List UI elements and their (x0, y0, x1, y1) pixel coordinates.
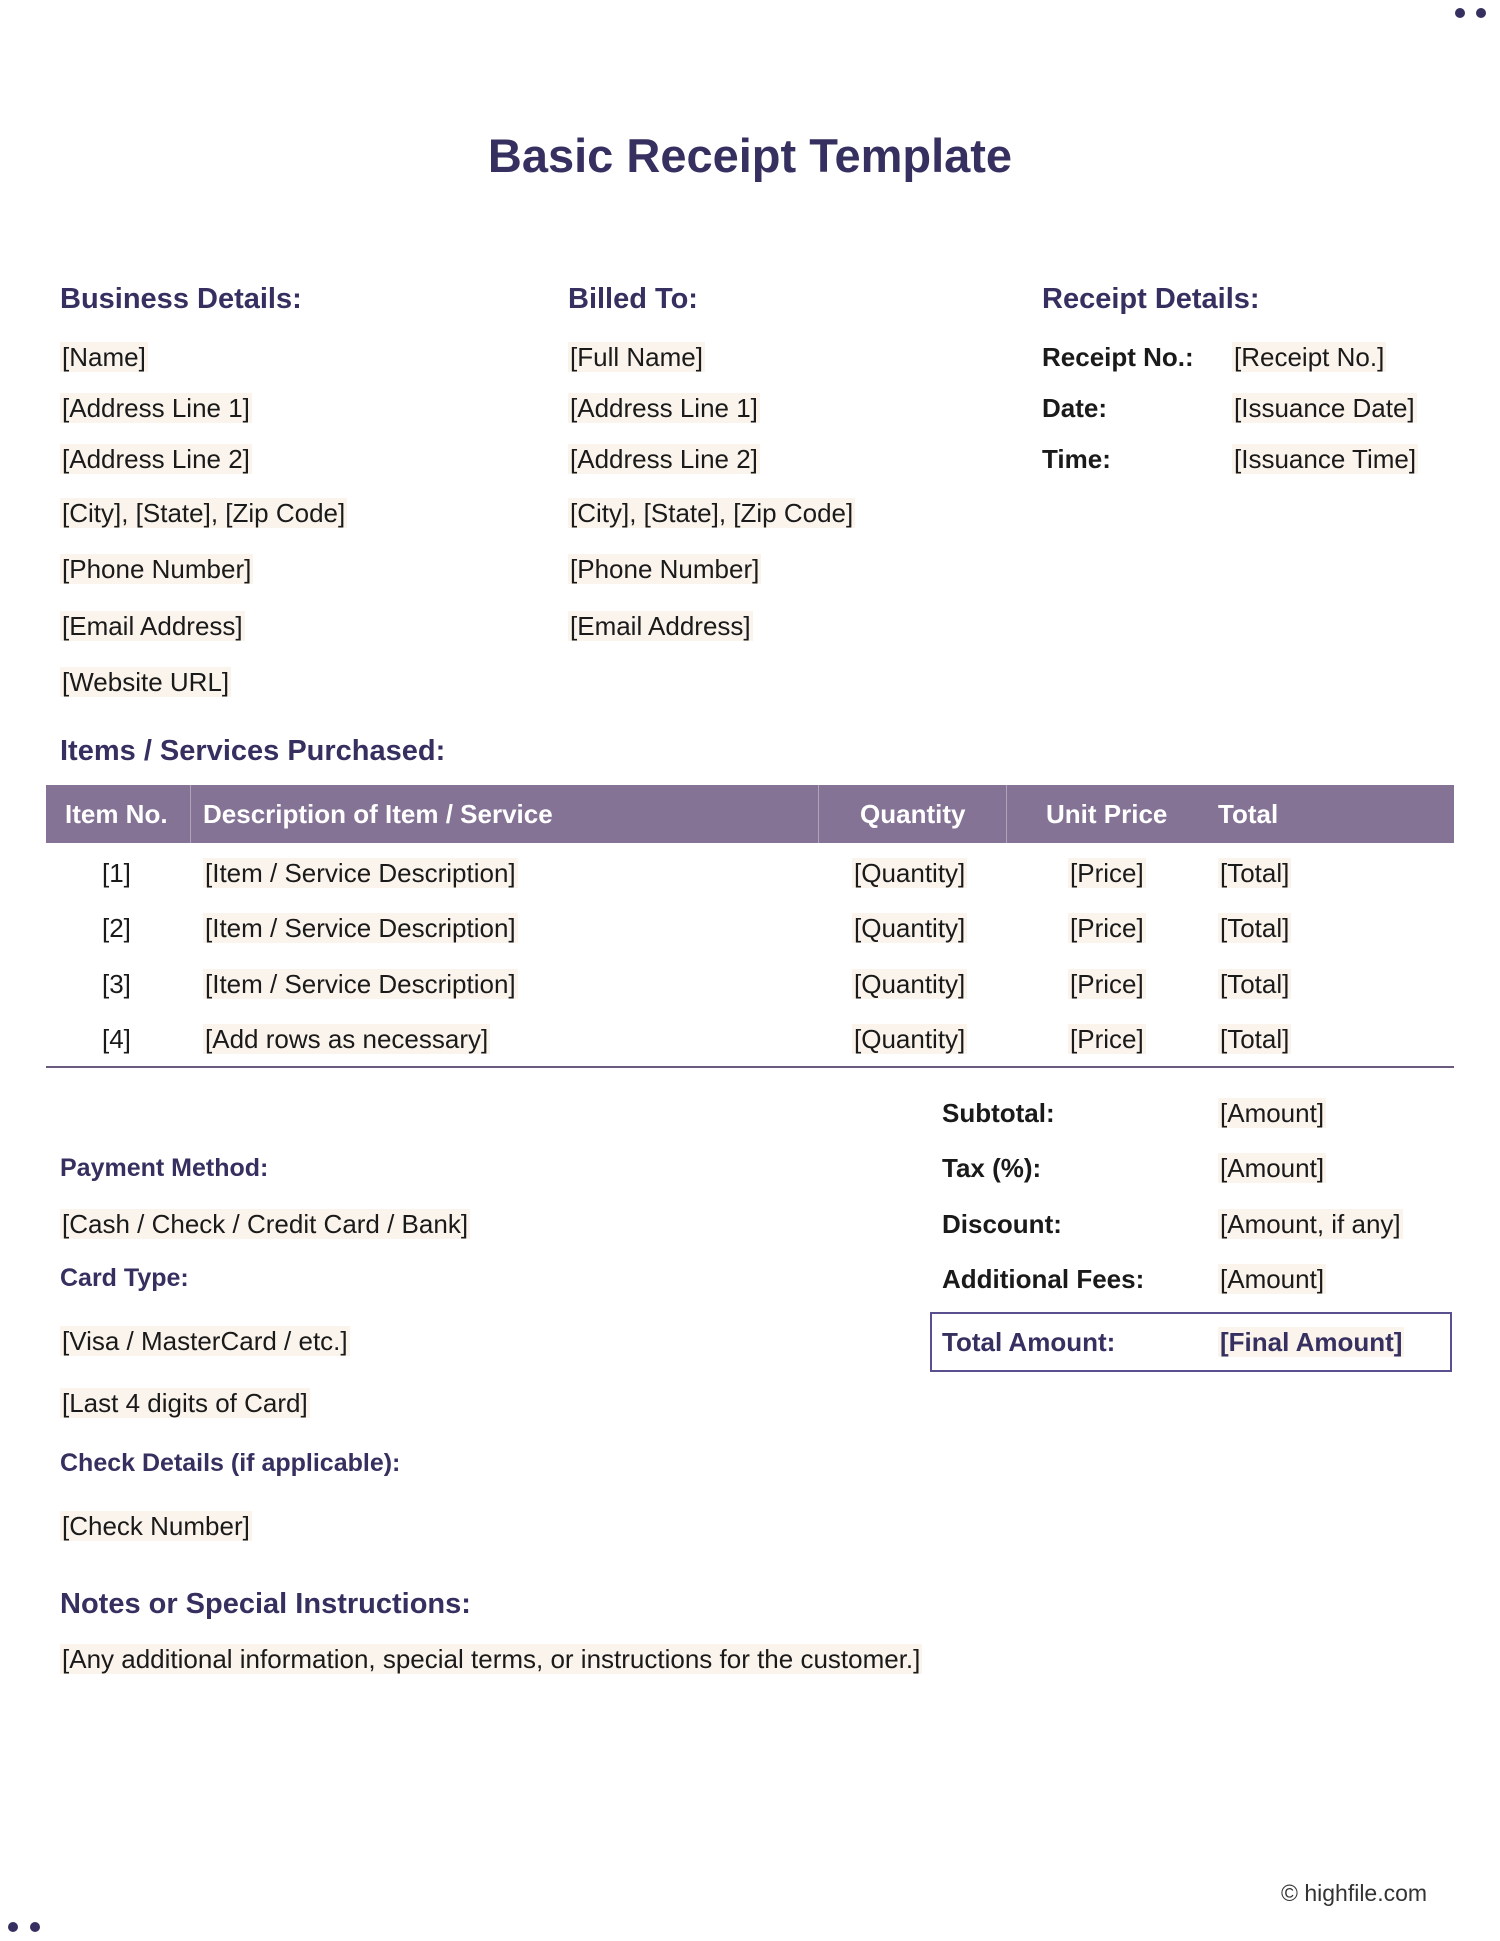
row-description[interactable]: [Add rows as necessary] (205, 1024, 489, 1054)
row-item-no: [2] (102, 913, 131, 943)
notes-text[interactable]: [Any additional information, special terms, or instructions for the customer.] (62, 1644, 921, 1674)
row-quantity[interactable]: [Quantity] (854, 858, 966, 888)
business-address-1[interactable]: [Address Line 1] (62, 393, 250, 423)
business-address-2[interactable]: [Address Line 2] (62, 444, 250, 474)
billed-heading: Billed To: (568, 283, 698, 315)
discount-label: Discount: (942, 1209, 1062, 1239)
billed-phone[interactable]: [Phone Number] (570, 554, 760, 584)
business-phone[interactable]: [Phone Number] (62, 554, 252, 584)
row-quantity[interactable]: [Quantity] (854, 969, 966, 999)
row-item-no: [1] (102, 858, 131, 888)
col-total: Total (1218, 799, 1279, 829)
total-amount-value[interactable]: [Final Amount] (1220, 1327, 1403, 1357)
check-details-heading: Check Details (if applicable): (60, 1449, 401, 1477)
billed-address-2[interactable]: [Address Line 2] (570, 444, 758, 474)
decor-dot (1476, 8, 1486, 18)
row-description[interactable]: [Item / Service Description] (205, 969, 516, 999)
business-city-state-zip[interactable]: [City], [State], [Zip Code] (62, 498, 346, 528)
subtotal-value[interactable]: [Amount] (1220, 1098, 1325, 1128)
business-name[interactable]: [Name] (62, 342, 146, 372)
page-title: Basic Receipt Template (487, 129, 1013, 182)
receipt-heading: Receipt Details: (1042, 283, 1260, 315)
payment-method-heading: Payment Method: (60, 1154, 269, 1182)
decor-dot (1455, 8, 1465, 18)
row-quantity[interactable]: [Quantity] (854, 1024, 966, 1054)
col-description: Description of Item / Service (203, 799, 553, 829)
row-price[interactable]: [Price] (1070, 858, 1144, 888)
row-price[interactable]: [Price] (1070, 913, 1144, 943)
discount-value[interactable]: [Amount, if any] (1220, 1209, 1401, 1239)
decor-dot (8, 1922, 18, 1932)
tax-label: Tax (%): (942, 1153, 1042, 1183)
business-website[interactable]: [Website URL] (62, 667, 230, 697)
tax-value[interactable]: [Amount] (1220, 1153, 1325, 1183)
receipt-time-value[interactable]: [Issuance Time] (1234, 444, 1417, 474)
receipt-no-value[interactable]: [Receipt No.] (1234, 342, 1385, 372)
check-number[interactable]: [Check Number] (62, 1511, 250, 1541)
receipt-date-label: Date: (1042, 393, 1108, 423)
row-quantity[interactable]: [Quantity] (854, 913, 966, 943)
row-total[interactable]: [Total] (1220, 1024, 1290, 1054)
total-amount-label: Total Amount: (942, 1327, 1116, 1357)
row-total[interactable]: [Total] (1220, 969, 1290, 999)
receipt-date-value[interactable]: [Issuance Date] (1234, 393, 1415, 423)
card-type-value[interactable]: [Visa / MasterCard / etc.] (62, 1326, 348, 1356)
card-type-heading: Card Type: (60, 1264, 189, 1292)
row-price[interactable]: [Price] (1070, 969, 1144, 999)
billed-city-state-zip[interactable]: [City], [State], [Zip Code] (570, 498, 854, 528)
col-unit-price: Unit Price (1046, 799, 1168, 829)
receipt-no-label: Receipt No.: (1042, 342, 1194, 372)
billed-address-1[interactable]: [Address Line 1] (570, 393, 758, 423)
table-bottom-rule (46, 1066, 1454, 1068)
row-total[interactable]: [Total] (1220, 913, 1290, 943)
notes-heading: Notes or Special Instructions: (60, 1588, 471, 1620)
decor-dot (30, 1922, 40, 1932)
billed-email[interactable]: [Email Address] (570, 611, 751, 641)
card-last-digits[interactable]: [Last 4 digits of Card] (62, 1388, 308, 1418)
business-heading: Business Details: (60, 283, 302, 315)
business-email[interactable]: [Email Address] (62, 611, 243, 641)
fees-label: Additional Fees: (942, 1264, 1145, 1294)
row-total[interactable]: [Total] (1220, 858, 1290, 888)
footer-copyright: © highfile.com (1281, 1880, 1428, 1906)
subtotal-label: Subtotal: (942, 1098, 1055, 1128)
col-quantity: Quantity (860, 799, 966, 829)
items-table-header (46, 785, 1454, 843)
billed-name[interactable]: [Full Name] (570, 342, 703, 372)
receipt-time-label: Time: (1042, 444, 1111, 474)
col-item-no: Item No. (65, 799, 168, 829)
row-price[interactable]: [Price] (1070, 1024, 1144, 1054)
row-description[interactable]: [Item / Service Description] (205, 858, 516, 888)
row-item-no: [3] (102, 969, 131, 999)
items-heading: Items / Services Purchased: (60, 735, 446, 767)
fees-value[interactable]: [Amount] (1220, 1264, 1325, 1294)
payment-method-value[interactable]: [Cash / Check / Credit Card / Bank] (62, 1209, 469, 1239)
row-description[interactable]: [Item / Service Description] (205, 913, 516, 943)
row-item-no: [4] (102, 1024, 131, 1054)
